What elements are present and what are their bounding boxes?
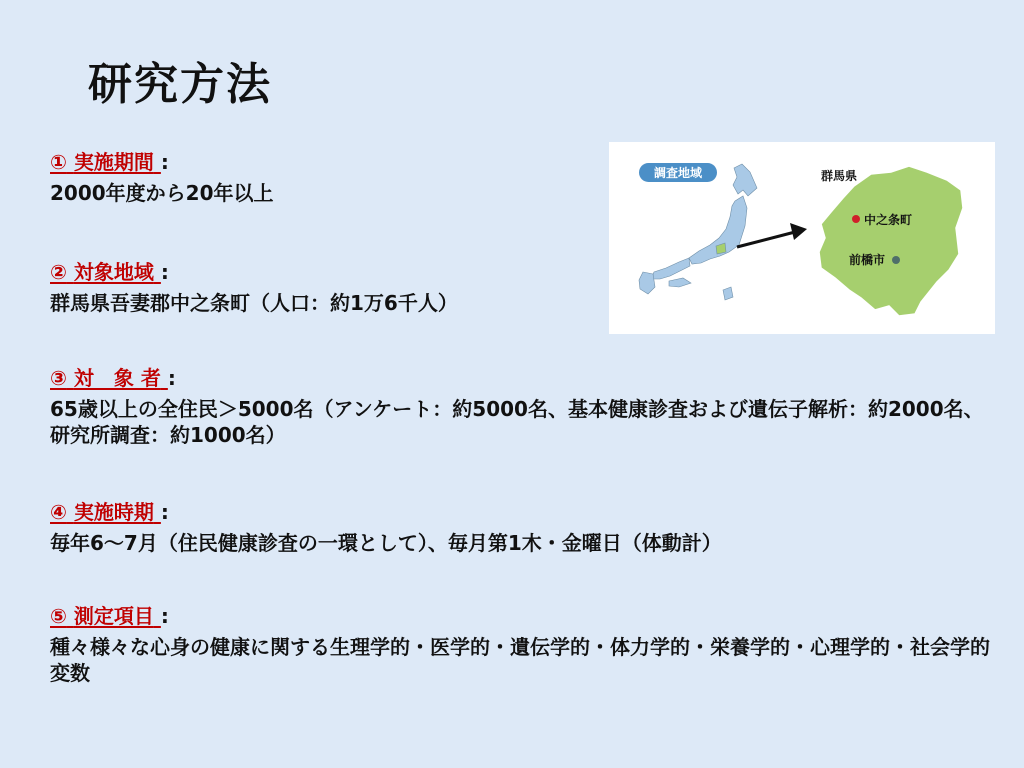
section-label: 実施時期 <box>73 500 154 524</box>
section-period <box>50 148 274 206</box>
section-colon: : <box>160 604 169 628</box>
section-body: 種々様々な心身の健康に関する生理学的・医学的・遺伝学的・体力学的・栄養学的・心理学的・社会学的変数 <box>50 635 990 685</box>
section-label: 実施期間 <box>73 150 154 174</box>
section-body: 毎年6～7月（住民健康診査の一環として）、毎月第1木・金曜日（体動計） <box>50 531 722 555</box>
pointer-arrow <box>737 232 795 247</box>
study-area-map <box>609 142 995 334</box>
section-body: 群馬県吾妻郡中之条町（人口：約1万6千人） <box>50 291 458 315</box>
section-area <box>50 258 458 316</box>
section-body: 65歳以上の全住民＞5000名（アンケート：約5000名、基本健康診査および遺伝子解析：約2000名、研究所調査：約1000名） <box>50 397 984 447</box>
map-graphic <box>609 142 995 334</box>
section-colon: : <box>160 150 169 174</box>
section-marker: ② <box>50 260 67 284</box>
section-body: 2000年度から20年以上 <box>50 181 274 205</box>
gunma-map <box>819 166 963 316</box>
arrow-head <box>790 223 807 240</box>
section-colon: : <box>167 366 176 390</box>
japan-map <box>639 164 757 300</box>
city-label: 前橋市 <box>849 253 886 267</box>
prefecture-label: 群馬県 <box>821 169 858 183</box>
city-dot <box>892 256 900 264</box>
town-label: 中之条町 <box>864 213 913 227</box>
section-subjects <box>50 364 1000 448</box>
section-label: 対象地域 <box>73 260 154 284</box>
map-badge-label: 調査地域 <box>653 166 703 180</box>
section-measures <box>50 602 1000 686</box>
section-colon: : <box>160 260 169 284</box>
slide-title: 研究方法 <box>88 59 272 110</box>
section-marker: ⑤ <box>50 604 67 628</box>
section-label: 測定項目 <box>73 604 154 628</box>
section-colon: : <box>160 500 169 524</box>
section-marker: ④ <box>50 500 67 524</box>
section-label: 対 象 者 <box>73 366 161 390</box>
section-marker: ③ <box>50 366 67 390</box>
town-dot <box>852 215 860 223</box>
section-marker: ① <box>50 150 67 174</box>
section-timing <box>50 498 722 556</box>
